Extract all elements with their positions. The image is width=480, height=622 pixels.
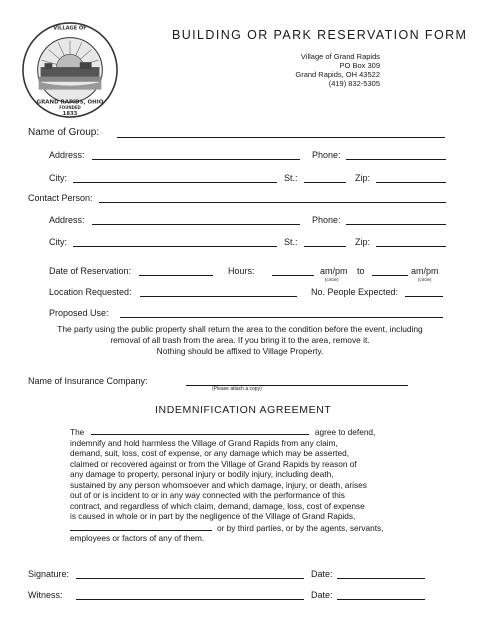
contact-city-field[interactable] xyxy=(73,238,277,247)
group-state-label: St.: xyxy=(284,173,298,183)
witness-date-field[interactable] xyxy=(337,591,425,600)
address-line-2: PO Box 309 xyxy=(339,61,380,70)
hours-label: Hours: xyxy=(228,266,255,276)
group-zip-label: Zip: xyxy=(355,173,371,183)
signature-label: Signature: xyxy=(28,569,70,579)
people-expected-label: No. People Expected: xyxy=(311,287,399,297)
contact-person-label: Contact Person: xyxy=(28,193,93,203)
indemnification-line: any damage to property, personal injury or bodily injury, including death, xyxy=(70,469,334,479)
contact-zip-field[interactable] xyxy=(376,238,446,247)
insurance-company-field[interactable] xyxy=(186,377,408,386)
group-city-field[interactable] xyxy=(73,174,277,183)
address-line-3: Grand Rapids, OH 43522 xyxy=(295,70,380,79)
attach-copy-note: (Please attach a copy) xyxy=(212,386,262,392)
start-ampm[interactable]: am/pm xyxy=(320,266,348,276)
phone-number: (419) 832-5305 xyxy=(328,79,380,88)
to-label: to xyxy=(357,266,365,276)
notice-line-3: Nothing should be affixed to Village Property. xyxy=(156,346,324,356)
group-phone-label: Phone: xyxy=(312,150,341,160)
contact-city-label: City: xyxy=(49,237,67,247)
proposed-use-field[interactable] xyxy=(120,309,443,318)
contact-state-field[interactable] xyxy=(304,238,346,247)
group-address-field[interactable] xyxy=(92,151,300,160)
indemnification-line: indemnify and hold harmless the Village of Grand Rapids from any claim, xyxy=(70,437,338,448)
indemnification-third-parties: or by third parties, or by the agents, servants, xyxy=(217,522,384,533)
end-ampm[interactable]: am/pm xyxy=(411,266,439,276)
notice-line-2: removal of all trash from the area. If you bring it to the area, remove it. xyxy=(110,335,370,345)
indemnification-line: out of or is incident to or in any way connected with the performance of this xyxy=(70,490,345,500)
form-title: BUILDING OR PARK RESERVATION FORM xyxy=(172,28,468,42)
hours-end-field[interactable] xyxy=(372,267,408,276)
signature-field[interactable] xyxy=(76,570,304,579)
people-expected-field[interactable] xyxy=(405,288,443,297)
indemnification-line-1-end: agree to defend, xyxy=(314,427,376,437)
location-requested-field[interactable] xyxy=(140,288,297,297)
proposed-use-label: Proposed Use: xyxy=(49,308,109,318)
group-state-field[interactable] xyxy=(304,174,346,183)
contact-zip-label: Zip: xyxy=(355,237,371,247)
address-line-1: Village of Grand Rapids xyxy=(300,52,380,61)
end-circle-note: (circle) xyxy=(418,277,432,282)
insurance-company-label: Name of Insurance Company: xyxy=(28,376,148,386)
witness-label: Witness: xyxy=(28,590,63,600)
seal-founded-label: FOUNDED xyxy=(59,105,81,111)
indemnification-the: The xyxy=(70,427,85,437)
witness-date-label: Date: xyxy=(311,590,333,600)
contact-phone-field[interactable] xyxy=(346,216,446,225)
seal-bottom-text: GRAND RAPIDS, OHIO xyxy=(36,99,104,106)
contact-state-label: St.: xyxy=(284,237,298,247)
group-city-label: City: xyxy=(49,173,67,183)
seal-top-text: VILLAGE OF xyxy=(53,25,87,32)
hours-start-field[interactable] xyxy=(272,267,314,276)
indemnification-line: sustained by any person whomsoever and which damage, injury, or death, arises xyxy=(70,479,367,490)
seal-founded-year: 1833 xyxy=(62,111,78,118)
reservation-date-label: Date of Reservation: xyxy=(49,266,132,276)
location-requested-label: Location Requested: xyxy=(49,287,132,297)
indemnification-line: demand, suit, loss, cost of expense, or any damage which may be asserted, xyxy=(70,448,350,458)
indemnification-heading: INDEMNIFICATION AGREEMENT xyxy=(155,404,332,416)
name-of-group-label: Name of Group: xyxy=(28,127,100,138)
start-circle-note: (circle) xyxy=(325,277,339,282)
contact-address-field[interactable] xyxy=(92,216,300,225)
indemnification-line: contract, and regardless of which claim, demand, damage, loss, cost of expense xyxy=(70,500,365,511)
contact-address-label: Address: xyxy=(49,215,85,225)
group-address-label: Address: xyxy=(49,150,85,160)
indemnification-body xyxy=(70,426,425,544)
indemnification-last-line: employees or factors of any of them. xyxy=(70,533,205,543)
group-zip-field[interactable] xyxy=(376,174,446,183)
witness-field[interactable] xyxy=(76,591,304,600)
notice-line-1: The party using the public property shall return the area to the condition before the event, including xyxy=(57,324,423,334)
indemnification-line: is caused in whole or in part by the negligence of the Village of Grand Rapids, xyxy=(70,511,356,521)
indemnitor-name-field[interactable] xyxy=(91,426,309,435)
group-phone-field[interactable] xyxy=(346,151,446,160)
reservation-date-field[interactable] xyxy=(139,267,213,276)
contact-person-field[interactable] xyxy=(99,194,446,203)
contact-phone-label: Phone: xyxy=(312,215,341,225)
third-party-field[interactable] xyxy=(70,522,212,531)
signature-date-field[interactable] xyxy=(337,570,425,579)
village-seal xyxy=(21,21,119,119)
name-of-group-field[interactable] xyxy=(117,129,445,138)
indemnification-line: claimed or recovered against or from the Village of Grand Rapids by reason of xyxy=(70,458,357,469)
signature-date-label: Date: xyxy=(311,569,333,579)
